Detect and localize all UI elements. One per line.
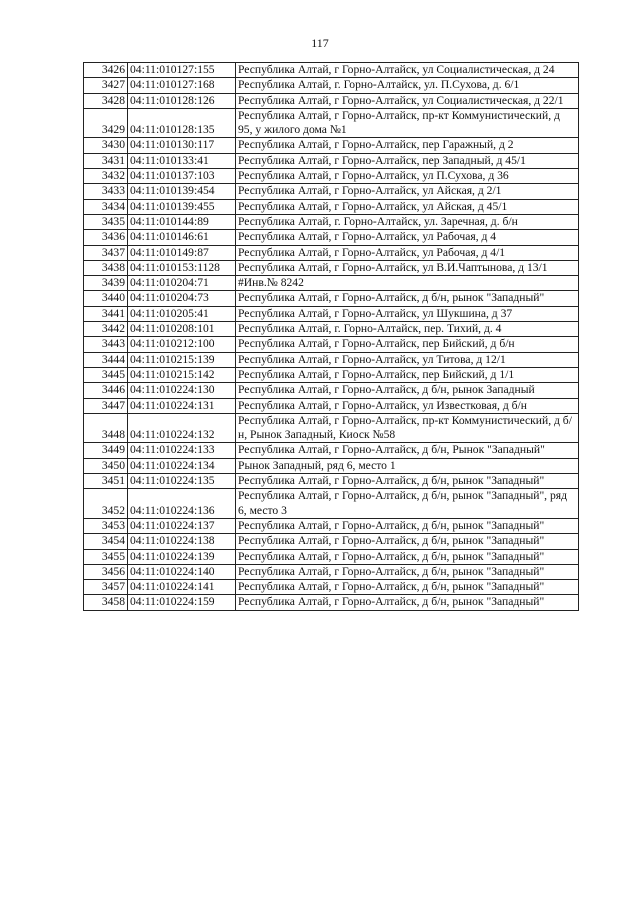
row-number-cell: 3452 — [84, 489, 128, 519]
cadastral-number-cell: 04:11:010153:1128 — [128, 260, 236, 275]
table-row — [84, 93, 579, 108]
cadastral-number-cell: 04:11:010139:455 — [128, 199, 236, 214]
table-row — [84, 214, 579, 229]
row-number-cell: 3456 — [84, 564, 128, 579]
address-cell: Республика Алтай, г Горно-Алтайск, пр-кт Коммунистический, д б/н, Рынок Западный, Киоск №58 — [236, 413, 579, 443]
table-row — [84, 63, 579, 78]
row-number-cell: 3453 — [84, 518, 128, 533]
cadastral-number-cell: 04:11:010130:117 — [128, 138, 236, 153]
address-cell: Республика Алтай, г. Горно-Алтайск, ул. П.Сухова, д. 6/1 — [236, 78, 579, 93]
row-number-cell: 3432 — [84, 169, 128, 184]
row-number-cell: 3428 — [84, 93, 128, 108]
table-row — [84, 138, 579, 153]
cadastral-number-cell: 04:11:010224:133 — [128, 443, 236, 458]
cadastral-number-cell: 04:11:010128:126 — [128, 93, 236, 108]
row-number-cell: 3444 — [84, 352, 128, 367]
table-row — [84, 322, 579, 337]
table-row — [84, 352, 579, 367]
row-number-cell: 3457 — [84, 580, 128, 595]
address-cell: Республика Алтай, г Горно-Алтайск, ул Известковая, д б/н — [236, 398, 579, 413]
cadastral-number-cell: 04:11:010133:41 — [128, 153, 236, 168]
cadastral-number-cell: 04:11:010224:136 — [128, 489, 236, 519]
address-cell: Республика Алтай, г Горно-Алтайск, пер Бийский, д 1/1 — [236, 367, 579, 382]
row-number-cell: 3450 — [84, 458, 128, 473]
table-row — [84, 184, 579, 199]
table-row — [84, 489, 579, 519]
row-number-cell: 3458 — [84, 595, 128, 610]
table-row — [84, 367, 579, 382]
cadastral-number-cell: 04:11:010204:71 — [128, 276, 236, 291]
row-number-cell: 3442 — [84, 322, 128, 337]
cadastral-number-cell: 04:11:010139:454 — [128, 184, 236, 199]
row-number-cell: 3433 — [84, 184, 128, 199]
cadastral-number-cell: 04:11:010208:101 — [128, 322, 236, 337]
row-number-cell: 3449 — [84, 443, 128, 458]
cadastral-number-cell: 04:11:010224:141 — [128, 580, 236, 595]
cadastral-number-cell: 04:11:010224:137 — [128, 518, 236, 533]
row-number-cell: 3435 — [84, 214, 128, 229]
row-number-cell: 3426 — [84, 63, 128, 78]
address-cell: Республика Алтай, г Горно-Алтайск, ул П.Сухова, д 36 — [236, 169, 579, 184]
row-number-cell: 3446 — [84, 383, 128, 398]
table-row — [84, 443, 579, 458]
address-cell: Республика Алтай, г Горно-Алтайск, ул Рабочая, д 4 — [236, 230, 579, 245]
row-number-cell: 3427 — [84, 78, 128, 93]
address-cell: Республика Алтай, г Горно-Алтайск, ул Социалистическая, д 24 — [236, 63, 579, 78]
row-number-cell: 3455 — [84, 549, 128, 564]
address-cell: Республика Алтай, г Горно-Алтайск, ул Титова, д 12/1 — [236, 352, 579, 367]
row-number-cell: 3443 — [84, 337, 128, 352]
cadastral-number-cell: 04:11:010205:41 — [128, 306, 236, 321]
table-row — [84, 413, 579, 443]
table-row — [84, 580, 579, 595]
table-row — [84, 169, 579, 184]
cadastral-number-cell: 04:11:010146:61 — [128, 230, 236, 245]
cadastral-number-cell: 04:11:010127:155 — [128, 63, 236, 78]
table-row — [84, 398, 579, 413]
row-number-cell: 3451 — [84, 474, 128, 489]
address-cell: Республика Алтай, г Горно-Алтайск, д б/н, рынок "Западный" — [236, 564, 579, 579]
cadastral-number-cell: 04:11:010127:168 — [128, 78, 236, 93]
row-number-cell: 3436 — [84, 230, 128, 245]
row-number-cell: 3430 — [84, 138, 128, 153]
address-cell: Республика Алтай, г Горно-Алтайск, пер Западный, д 45/1 — [236, 153, 579, 168]
row-number-cell: 3448 — [84, 413, 128, 443]
table-row — [84, 276, 579, 291]
cadastral-number-cell: 04:11:010224:131 — [128, 398, 236, 413]
cadastral-number-cell: 04:11:010144:89 — [128, 214, 236, 229]
row-number-cell: 3445 — [84, 367, 128, 382]
row-number-cell: 3438 — [84, 260, 128, 275]
address-cell: Республика Алтай, г. Горно-Алтайск, ул. Заречная, д. б/н — [236, 214, 579, 229]
table-row — [84, 199, 579, 214]
row-number-cell: 3439 — [84, 276, 128, 291]
address-cell: Республика Алтай, г Горно-Алтайск, д б/н, рынок "Западный" — [236, 580, 579, 595]
row-number-cell: 3440 — [84, 291, 128, 306]
address-cell: Республика Алтай, г Горно-Алтайск, д б/н, рынок "Западный" — [236, 291, 579, 306]
row-number-cell: 3431 — [84, 153, 128, 168]
table-row — [84, 595, 579, 610]
cadastral-number-cell: 04:11:010224:130 — [128, 383, 236, 398]
table-row — [84, 78, 579, 93]
table-row — [84, 153, 579, 168]
address-cell: Республика Алтай, г Горно-Алтайск, ул Шукшина, д 37 — [236, 306, 579, 321]
page-number: 117 — [311, 36, 329, 50]
address-cell: Республика Алтай, г Горно-Алтайск, ул Айская, д 2/1 — [236, 184, 579, 199]
address-cell: Республика Алтай, г Горно-Алтайск, д б/н, Рынок "Западный" — [236, 443, 579, 458]
table-row — [84, 518, 579, 533]
table-row — [84, 260, 579, 275]
table-row — [84, 549, 579, 564]
address-cell: Республика Алтай, г Горно-Алтайск, д б/н, рынок "Западный" — [236, 595, 579, 610]
address-cell: Республика Алтай, г Горно-Алтайск, д б/н, рынок "Западный" — [236, 549, 579, 564]
row-number-cell: 3434 — [84, 199, 128, 214]
cadastral-number-cell: 04:11:010224:134 — [128, 458, 236, 473]
address-cell: Республика Алтай, г Горно-Алтайск, ул Рабочая, д 4/1 — [236, 245, 579, 260]
address-cell: Республика Алтай, г Горно-Алтайск, пер Бийский, д б/н — [236, 337, 579, 352]
cadastral-number-cell: 04:11:010215:142 — [128, 367, 236, 382]
address-cell: Республика Алтай, г Горно-Алтайск, ул Айская, д 45/1 — [236, 199, 579, 214]
row-number-cell: 3437 — [84, 245, 128, 260]
table-row — [84, 306, 579, 321]
address-cell: Рынок Западный, ряд 6, место 1 — [236, 458, 579, 473]
cadastral-number-cell: 04:11:010224:132 — [128, 413, 236, 443]
cadastral-number-cell: 04:11:010128:135 — [128, 108, 236, 138]
table-row — [84, 474, 579, 489]
address-cell: Республика Алтай, г Горно-Алтайск, д б/н, рынок "Западный" — [236, 534, 579, 549]
table-row — [84, 383, 579, 398]
address-cell: Республика Алтай, г Горно-Алтайск, д б/н, рынок Западный — [236, 383, 579, 398]
address-cell: Республика Алтай, г Горно-Алтайск, д б/н, рынок "Западный", ряд 6, место 3 — [236, 489, 579, 519]
table-row — [84, 245, 579, 260]
cadastral-number-cell: 04:11:010224:140 — [128, 564, 236, 579]
row-number-cell: 3447 — [84, 398, 128, 413]
row-number-cell: 3429 — [84, 108, 128, 138]
address-cell: Республика Алтай, г Горно-Алтайск, ул Социалистическая, д 22/1 — [236, 93, 579, 108]
cadastral-number-cell: 04:11:010212:100 — [128, 337, 236, 352]
address-cell: Республика Алтай, г Горно-Алтайск, ул В.И.Чаптынова, д 13/1 — [236, 260, 579, 275]
cadastral-number-cell: 04:11:010224:139 — [128, 549, 236, 564]
table-row — [84, 458, 579, 473]
table-row — [84, 534, 579, 549]
registry-table — [83, 62, 579, 611]
cadastral-number-cell: 04:11:010224:138 — [128, 534, 236, 549]
address-cell: Республика Алтай, г Горно-Алтайск, д б/н, рынок "Западный" — [236, 474, 579, 489]
cadastral-number-cell: 04:11:010224:159 — [128, 595, 236, 610]
table-row — [84, 230, 579, 245]
table-row — [84, 337, 579, 352]
cadastral-number-cell: 04:11:010204:73 — [128, 291, 236, 306]
address-cell: Республика Алтай, г Горно-Алтайск, пр-кт Коммунистический, д 95, у жилого дома №1 — [236, 108, 579, 138]
address-cell: Республика Алтай, г. Горно-Алтайск, пер. Тихий, д. 4 — [236, 322, 579, 337]
table-row — [84, 564, 579, 579]
cadastral-number-cell: 04:11:010215:139 — [128, 352, 236, 367]
registry-table-body — [84, 63, 579, 611]
address-cell: Республика Алтай, г Горно-Алтайск, д б/н, рынок "Западный" — [236, 518, 579, 533]
cadastral-number-cell: 04:11:010137:103 — [128, 169, 236, 184]
cadastral-number-cell: 04:11:010224:135 — [128, 474, 236, 489]
row-number-cell: 3441 — [84, 306, 128, 321]
cadastral-number-cell: 04:11:010149:87 — [128, 245, 236, 260]
table-row — [84, 291, 579, 306]
address-cell: Республика Алтай, г Горно-Алтайск, пер Гаражный, д 2 — [236, 138, 579, 153]
row-number-cell: 3454 — [84, 534, 128, 549]
address-cell: #Инв.№ 8242 — [236, 276, 579, 291]
table-row — [84, 108, 579, 138]
